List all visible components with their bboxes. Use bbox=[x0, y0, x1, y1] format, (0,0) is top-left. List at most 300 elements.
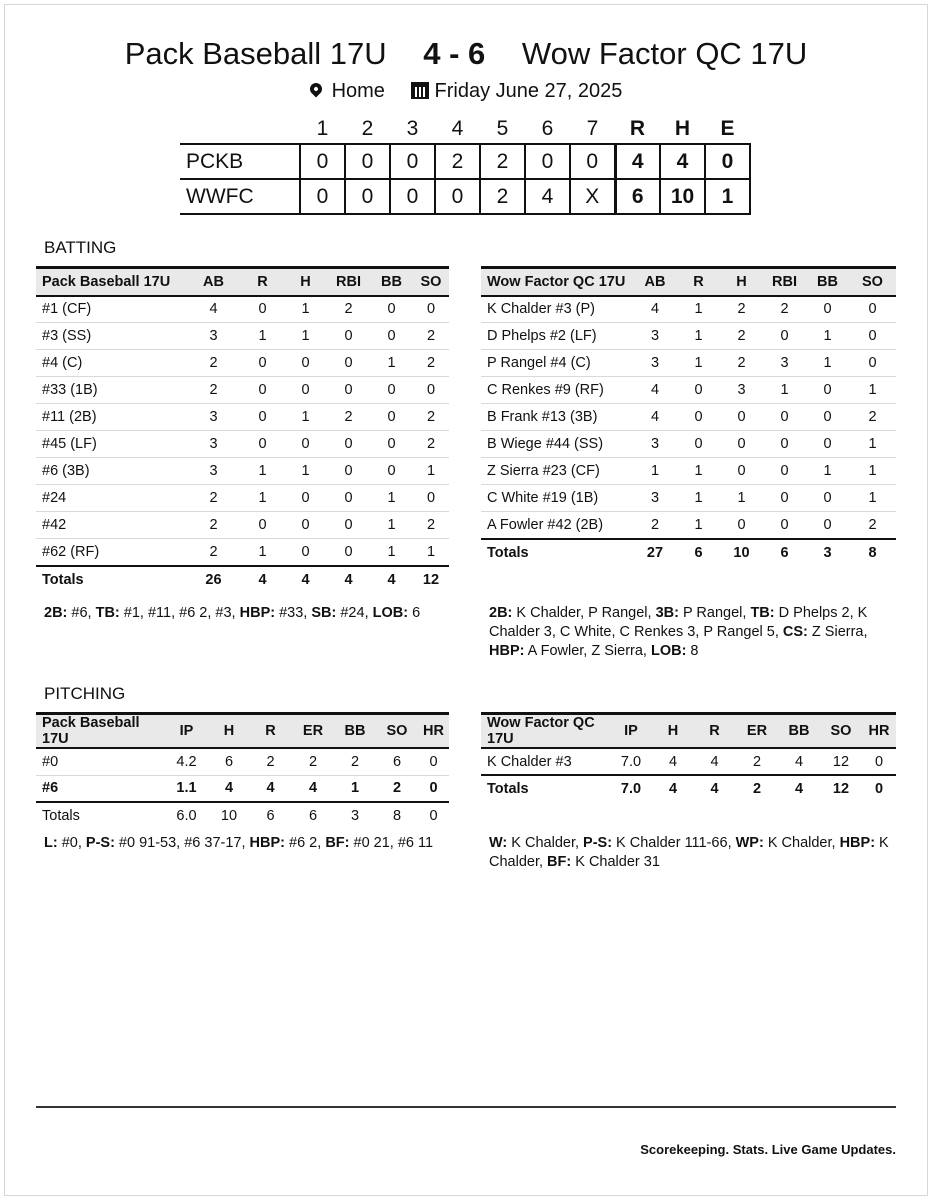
stat-value: 2 bbox=[413, 404, 449, 431]
stat-header-row bbox=[36, 714, 449, 749]
stat-value: 1 bbox=[370, 512, 413, 539]
stat-column-header: IP bbox=[164, 714, 209, 749]
stat-value: 2 bbox=[376, 775, 418, 802]
player-row bbox=[481, 431, 896, 458]
stat-value: 0 bbox=[849, 296, 896, 323]
stat-value: 0 bbox=[677, 431, 720, 458]
home-team-name: Pack Baseball 17U bbox=[124, 36, 387, 71]
team-column-header: Pack Baseball 17U bbox=[36, 714, 164, 749]
totals-value: 7.0 bbox=[609, 775, 653, 802]
inning-score: 2 bbox=[480, 144, 525, 179]
stat-value: 3 bbox=[763, 350, 806, 377]
stat-column-header: H bbox=[653, 714, 693, 749]
stat-column-header: RBI bbox=[763, 268, 806, 296]
inning-header: 7 bbox=[586, 116, 599, 140]
note-value: #6 2, bbox=[285, 835, 326, 851]
stat-column-header: R bbox=[249, 714, 292, 749]
player-name: #42 bbox=[36, 512, 186, 539]
player-row bbox=[36, 296, 449, 323]
note-key: 2B: bbox=[44, 605, 68, 621]
stat-value: 1 bbox=[806, 323, 849, 350]
note-value: K Chalder, bbox=[507, 835, 584, 851]
stat-value: 1 bbox=[677, 323, 720, 350]
stat-value: 1 bbox=[413, 539, 449, 566]
stat-value: 0 bbox=[241, 512, 284, 539]
location-pin-icon bbox=[307, 81, 324, 98]
away-batting-notes bbox=[489, 604, 894, 661]
note-key: 2B: bbox=[489, 605, 513, 621]
team-column-header: Wow Factor QC 17U bbox=[481, 714, 609, 749]
inning-score: 0 bbox=[390, 179, 435, 214]
stat-value: 2 bbox=[186, 350, 241, 377]
stat-column-header: ER bbox=[292, 714, 334, 749]
stat-column-header: ER bbox=[736, 714, 778, 749]
player-name: #3 (SS) bbox=[36, 323, 186, 350]
stat-value: 6 bbox=[376, 748, 418, 775]
player-name: #6 bbox=[36, 775, 164, 802]
note-key: W: bbox=[489, 835, 508, 851]
stat-value: 0 bbox=[763, 323, 806, 350]
footer-divider bbox=[36, 1106, 896, 1108]
note-key: LOB: bbox=[650, 643, 687, 659]
rhe-value: 0 bbox=[705, 144, 750, 179]
note-value: K Chalder, bbox=[489, 835, 889, 870]
note-key: BF: bbox=[325, 835, 350, 851]
stat-value: 1 bbox=[413, 458, 449, 485]
stat-value: 4 bbox=[186, 296, 241, 323]
team-column-header: Wow Factor QC 17U bbox=[481, 268, 633, 296]
totals-value: 3 bbox=[334, 802, 376, 829]
linescore-header bbox=[180, 114, 750, 144]
player-name: C Renkes #9 (RF) bbox=[481, 377, 633, 404]
game-info bbox=[0, 80, 932, 103]
stat-column-header: SO bbox=[849, 268, 896, 296]
stat-value: 1 bbox=[849, 377, 896, 404]
stat-value: 1 bbox=[806, 458, 849, 485]
stat-value: 3 bbox=[633, 485, 677, 512]
note-key: LOB: bbox=[372, 605, 409, 621]
totals-value: 0 bbox=[418, 802, 449, 829]
player-name: K Chalder #3 (P) bbox=[481, 296, 633, 323]
totals-row bbox=[36, 566, 449, 593]
inning-score: 4 bbox=[525, 179, 570, 214]
stat-value: 4 bbox=[633, 404, 677, 431]
player-name: #1 (CF) bbox=[36, 296, 186, 323]
rhe-header: R bbox=[629, 116, 646, 140]
stat-value: 0 bbox=[370, 377, 413, 404]
totals-value: 6 bbox=[677, 539, 720, 566]
stat-value: 1 bbox=[241, 485, 284, 512]
stat-value: 1 bbox=[633, 458, 677, 485]
game-title bbox=[0, 36, 932, 72]
rhe-value: 6 bbox=[615, 179, 660, 214]
player-row bbox=[36, 323, 449, 350]
stat-column-header: R bbox=[677, 268, 720, 296]
player-row bbox=[481, 296, 896, 323]
stat-value: 2 bbox=[720, 323, 763, 350]
home-pitching-table bbox=[36, 712, 449, 829]
stat-value: 0 bbox=[284, 485, 327, 512]
player-name: C White #19 (1B) bbox=[481, 485, 633, 512]
stat-value: 3 bbox=[633, 431, 677, 458]
inning-score: 0 bbox=[390, 144, 435, 179]
note-key: WP: bbox=[735, 835, 764, 851]
stat-value: 0 bbox=[284, 512, 327, 539]
player-name: #62 (RF) bbox=[36, 539, 186, 566]
totals-value: 4 bbox=[284, 566, 327, 593]
stat-value: 1 bbox=[677, 485, 720, 512]
stat-value: 2 bbox=[327, 404, 370, 431]
stat-column-header: BB bbox=[806, 268, 849, 296]
stat-value: 2 bbox=[413, 323, 449, 350]
stat-value: 1 bbox=[241, 458, 284, 485]
player-row bbox=[481, 458, 896, 485]
totals-value: 4 bbox=[653, 775, 693, 802]
player-name: #0 bbox=[36, 748, 164, 775]
note-value: #0 91-53, #6 37-17, bbox=[114, 835, 250, 851]
stat-value: 2 bbox=[186, 539, 241, 566]
linescore-row bbox=[180, 144, 750, 179]
away-pitching-table bbox=[481, 712, 896, 802]
stat-value: 1 bbox=[677, 350, 720, 377]
stat-value: 2 bbox=[334, 748, 376, 775]
stat-value: 0 bbox=[763, 512, 806, 539]
player-row bbox=[36, 512, 449, 539]
stat-value: 2 bbox=[849, 512, 896, 539]
player-row bbox=[481, 748, 896, 775]
totals-value: 2 bbox=[736, 775, 778, 802]
player-name: #6 (3B) bbox=[36, 458, 186, 485]
stat-value: 1 bbox=[806, 350, 849, 377]
stat-value: 0 bbox=[370, 296, 413, 323]
stat-value: 0 bbox=[806, 485, 849, 512]
note-value: D Phelps 2, K Chalder 3, C White, C Renkes 3, P Rangel 5, bbox=[489, 605, 868, 640]
inning-score: 0 bbox=[300, 144, 345, 179]
stat-value: 0 bbox=[327, 431, 370, 458]
player-name: #24 bbox=[36, 485, 186, 512]
totals-value: 6 bbox=[292, 802, 334, 829]
totals-value: 26 bbox=[186, 566, 241, 593]
stat-value: 0 bbox=[241, 404, 284, 431]
player-row bbox=[36, 748, 449, 775]
player-row bbox=[481, 485, 896, 512]
stat-column-header: AB bbox=[186, 268, 241, 296]
stat-value: 3 bbox=[186, 323, 241, 350]
stat-value: 0 bbox=[327, 323, 370, 350]
player-name: #33 (1B) bbox=[36, 377, 186, 404]
inning-score: 2 bbox=[480, 179, 525, 214]
stat-value: 1 bbox=[677, 296, 720, 323]
stat-value: 1 bbox=[849, 458, 896, 485]
stat-value: 1 bbox=[334, 775, 376, 802]
stat-value: 0 bbox=[284, 539, 327, 566]
player-name: D Phelps #2 (LF) bbox=[481, 323, 633, 350]
stat-column-header: BB bbox=[778, 714, 820, 749]
rhe-value: 4 bbox=[660, 144, 705, 179]
stat-value: 0 bbox=[327, 512, 370, 539]
note-value: 6 bbox=[408, 605, 421, 621]
player-name: Z Sierra #23 (CF) bbox=[481, 458, 633, 485]
stat-value: 4 bbox=[633, 296, 677, 323]
totals-value: 4 bbox=[370, 566, 413, 593]
inning-score: 0 bbox=[300, 179, 345, 214]
stat-column-header: H bbox=[209, 714, 249, 749]
pitching-section-title: PITCHING bbox=[44, 684, 126, 703]
totals-value: 6 bbox=[249, 802, 292, 829]
stat-value: 0 bbox=[327, 539, 370, 566]
totals-value: 6.0 bbox=[164, 802, 209, 829]
stat-value: 0 bbox=[327, 350, 370, 377]
stat-value: 2 bbox=[186, 485, 241, 512]
stat-value: 2 bbox=[633, 512, 677, 539]
totals-row bbox=[36, 802, 449, 829]
note-key: 3B: bbox=[655, 605, 679, 621]
stat-value: 4 bbox=[633, 377, 677, 404]
player-row bbox=[36, 431, 449, 458]
home-pitching-notes bbox=[44, 834, 454, 853]
stat-value: 0 bbox=[763, 485, 806, 512]
stat-value: 0 bbox=[418, 775, 449, 802]
stat-value: 2 bbox=[736, 748, 778, 775]
note-value: #24, bbox=[336, 605, 373, 621]
stat-value: 0 bbox=[806, 404, 849, 431]
stat-value: 0 bbox=[241, 350, 284, 377]
totals-value: 10 bbox=[209, 802, 249, 829]
player-row bbox=[481, 377, 896, 404]
stat-value: 12 bbox=[820, 748, 862, 775]
stat-value: 3 bbox=[633, 323, 677, 350]
stat-column-header: BB bbox=[334, 714, 376, 749]
note-value: #1, #11, #6 2, #3, bbox=[119, 605, 240, 621]
stat-value: 0 bbox=[413, 296, 449, 323]
totals-value: 3 bbox=[806, 539, 849, 566]
away-pitching-notes bbox=[489, 834, 894, 872]
linescore-team-header bbox=[180, 114, 300, 144]
stat-value: 1 bbox=[677, 512, 720, 539]
stat-value: 3 bbox=[633, 350, 677, 377]
note-value: #0 21, #6 11 bbox=[349, 835, 434, 851]
home-batting-notes bbox=[44, 604, 454, 623]
player-row bbox=[481, 350, 896, 377]
stat-value: 3 bbox=[186, 431, 241, 458]
stat-column-header: H bbox=[284, 268, 327, 296]
batting-section-title: BATTING bbox=[44, 238, 117, 257]
stat-value: 0 bbox=[849, 323, 896, 350]
note-key: BF: bbox=[547, 854, 572, 870]
stat-column-header: SO bbox=[820, 714, 862, 749]
note-value: Z Sierra, bbox=[807, 624, 868, 640]
linescore-team: PCKB bbox=[180, 144, 300, 179]
stat-column-header: BB bbox=[370, 268, 413, 296]
inning-score: X bbox=[570, 179, 615, 214]
player-name: K Chalder #3 bbox=[481, 748, 609, 775]
stat-value: 0 bbox=[806, 296, 849, 323]
totals-row bbox=[481, 539, 896, 566]
stat-value: 0 bbox=[418, 748, 449, 775]
stat-column-header: RBI bbox=[327, 268, 370, 296]
totals-value: 4 bbox=[693, 775, 736, 802]
totals-label: Totals bbox=[481, 775, 609, 802]
away-team-name: Wow Factor QC 17U bbox=[521, 36, 808, 71]
stat-value: 0 bbox=[284, 350, 327, 377]
stat-value: 1 bbox=[284, 404, 327, 431]
stat-value: 2 bbox=[292, 748, 334, 775]
stat-value: 2 bbox=[720, 350, 763, 377]
note-value: K Chalder 111-66, bbox=[612, 835, 736, 851]
stat-value: 1 bbox=[370, 539, 413, 566]
stat-column-header: HR bbox=[418, 714, 449, 749]
note-key: HBP: bbox=[249, 835, 285, 851]
stat-column-header: HR bbox=[862, 714, 896, 749]
stat-value: 1 bbox=[849, 431, 896, 458]
totals-label: Totals bbox=[36, 802, 164, 829]
stat-value: 2 bbox=[720, 296, 763, 323]
stat-value: 0 bbox=[284, 431, 327, 458]
inning-score: 0 bbox=[345, 179, 390, 214]
player-name: #45 (LF) bbox=[36, 431, 186, 458]
inning-header: 6 bbox=[541, 116, 554, 140]
inning-score: 0 bbox=[435, 179, 480, 214]
totals-label: Totals bbox=[36, 566, 186, 593]
stat-value: 0 bbox=[327, 458, 370, 485]
stat-value: 3 bbox=[720, 377, 763, 404]
stat-value: 0 bbox=[720, 431, 763, 458]
stat-value: 1 bbox=[370, 485, 413, 512]
player-row bbox=[481, 404, 896, 431]
stat-column-header: AB bbox=[633, 268, 677, 296]
totals-value: 12 bbox=[413, 566, 449, 593]
game-date: Friday June 27, 2025 bbox=[434, 80, 623, 102]
totals-value: 27 bbox=[633, 539, 677, 566]
game-location: Home bbox=[331, 80, 385, 102]
stat-header-row bbox=[481, 714, 896, 749]
stat-value: 0 bbox=[806, 377, 849, 404]
stat-value: 3 bbox=[186, 404, 241, 431]
totals-value: 4 bbox=[241, 566, 284, 593]
stat-value: 1 bbox=[370, 350, 413, 377]
stat-value: 0 bbox=[677, 404, 720, 431]
stat-column-header: IP bbox=[609, 714, 653, 749]
stat-value: 2 bbox=[249, 748, 292, 775]
stat-value: 0 bbox=[720, 512, 763, 539]
stat-value: 1 bbox=[284, 458, 327, 485]
stat-value: 0 bbox=[370, 458, 413, 485]
stat-value: 0 bbox=[413, 485, 449, 512]
player-row bbox=[36, 404, 449, 431]
team-column-header: Pack Baseball 17U bbox=[36, 268, 186, 296]
stat-value: 0 bbox=[370, 404, 413, 431]
stat-column-header: SO bbox=[376, 714, 418, 749]
player-row bbox=[481, 512, 896, 539]
stat-value: 2 bbox=[413, 431, 449, 458]
totals-value: 6 bbox=[763, 539, 806, 566]
stat-value: 3 bbox=[186, 458, 241, 485]
totals-value: 4 bbox=[778, 775, 820, 802]
note-value: K Chalder, bbox=[763, 835, 840, 851]
final-score: 4 - 6 bbox=[423, 36, 486, 71]
player-name: B Wiege #44 (SS) bbox=[481, 431, 633, 458]
note-key: P-S: bbox=[583, 835, 613, 851]
note-key: HBP: bbox=[489, 643, 525, 659]
stat-value: 1 bbox=[241, 539, 284, 566]
totals-row bbox=[481, 775, 896, 802]
stat-value: 2 bbox=[763, 296, 806, 323]
inning-header: 3 bbox=[406, 116, 419, 140]
stat-value: 4 bbox=[292, 775, 334, 802]
inning-score: 0 bbox=[345, 144, 390, 179]
stat-value: 0 bbox=[284, 377, 327, 404]
stat-value: 0 bbox=[370, 431, 413, 458]
player-row bbox=[36, 350, 449, 377]
inning-score: 0 bbox=[525, 144, 570, 179]
stat-value: 2 bbox=[849, 404, 896, 431]
player-name: #4 (C) bbox=[36, 350, 186, 377]
stat-value: 0 bbox=[720, 404, 763, 431]
stat-value: 4.2 bbox=[164, 748, 209, 775]
stat-value: 7.0 bbox=[609, 748, 653, 775]
stat-value: 2 bbox=[327, 296, 370, 323]
stat-column-header: SO bbox=[413, 268, 449, 296]
stat-value: 0 bbox=[241, 431, 284, 458]
rhe-header: E bbox=[720, 116, 735, 140]
player-row bbox=[36, 458, 449, 485]
note-value: #6, bbox=[67, 605, 96, 621]
linescore-table bbox=[180, 114, 751, 215]
stat-value: 0 bbox=[413, 377, 449, 404]
player-row bbox=[481, 323, 896, 350]
player-name: P Rangel #4 (C) bbox=[481, 350, 633, 377]
calendar-icon bbox=[411, 82, 429, 99]
totals-value: 8 bbox=[376, 802, 418, 829]
rhe-value: 4 bbox=[615, 144, 660, 179]
player-name: A Fowler #42 (2B) bbox=[481, 512, 633, 539]
inning-header: 4 bbox=[451, 116, 464, 140]
player-row bbox=[36, 775, 449, 802]
stat-value: 1 bbox=[720, 485, 763, 512]
note-value: #33, bbox=[275, 605, 312, 621]
stat-value: 1 bbox=[763, 377, 806, 404]
stat-value: 4 bbox=[778, 748, 820, 775]
note-value: P Rangel, bbox=[678, 605, 751, 621]
note-value: #0, bbox=[57, 835, 86, 851]
note-key: SB: bbox=[311, 605, 337, 621]
stat-value: 0 bbox=[677, 377, 720, 404]
stat-value: 4 bbox=[209, 775, 249, 802]
stat-header-row bbox=[36, 268, 449, 296]
inning-header: 5 bbox=[496, 116, 509, 140]
stat-value: 1 bbox=[241, 323, 284, 350]
inning-score: 2 bbox=[435, 144, 480, 179]
player-row bbox=[36, 485, 449, 512]
inning-header: 1 bbox=[316, 116, 329, 140]
stat-value: 0 bbox=[849, 350, 896, 377]
linescore-team: WWFC bbox=[180, 179, 300, 214]
totals-value: 12 bbox=[820, 775, 862, 802]
stat-value: 0 bbox=[806, 512, 849, 539]
stat-value: 0 bbox=[370, 323, 413, 350]
note-key: P-S: bbox=[85, 835, 115, 851]
stat-value: 1.1 bbox=[164, 775, 209, 802]
home-batting-table bbox=[36, 266, 449, 593]
stat-column-header: R bbox=[693, 714, 736, 749]
stat-value: 1 bbox=[849, 485, 896, 512]
stat-value: 0 bbox=[327, 485, 370, 512]
note-key: HBP: bbox=[239, 605, 276, 621]
player-name: #11 (2B) bbox=[36, 404, 186, 431]
inning-score: 0 bbox=[570, 144, 615, 179]
stat-value: 0 bbox=[241, 296, 284, 323]
totals-label: Totals bbox=[481, 539, 633, 566]
